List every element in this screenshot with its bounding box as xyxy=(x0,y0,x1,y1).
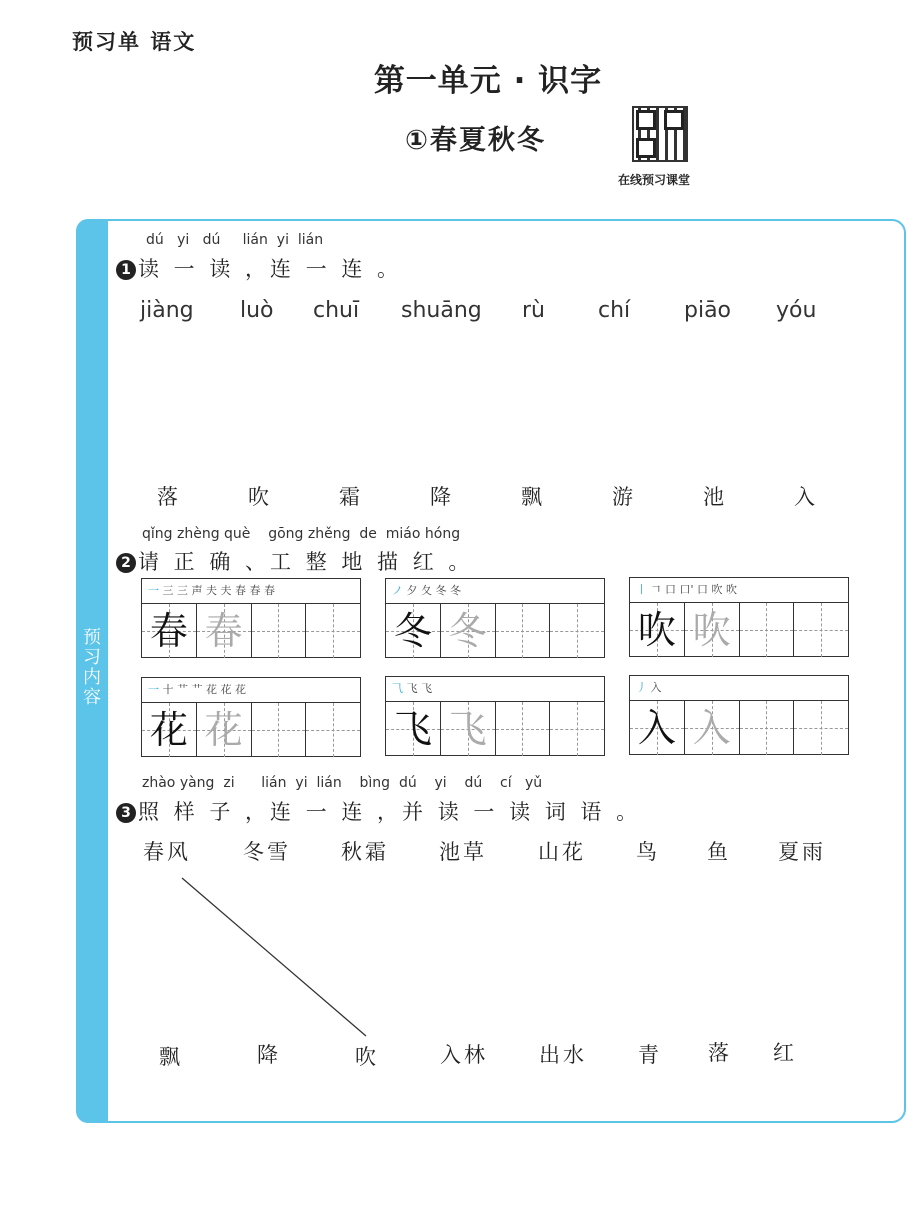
top-word[interactable]: 春风 xyxy=(143,840,191,864)
top-word[interactable]: 鱼 xyxy=(707,840,731,864)
top-word[interactable]: 鸟 xyxy=(636,840,660,864)
sidebar-label: 预习内容 xyxy=(83,627,101,708)
stroke-order: 一 三 三 声 夫 夫 春 春 春 xyxy=(142,579,360,604)
top-word[interactable]: 山花 xyxy=(538,840,586,864)
bottom-word[interactable]: 吹 xyxy=(355,1045,379,1069)
q3-text: 照 样 子 ，连 一 连 ，并 读 一 读 词 语 。 xyxy=(138,800,642,824)
example-cell: 吹 xyxy=(630,603,685,657)
top-word[interactable]: 夏雨 xyxy=(778,840,826,864)
q2-pinyin: qǐng zhèng què gōng zhěng de miáo hóng xyxy=(142,526,461,542)
pinyin-item[interactable]: shuāng xyxy=(401,298,482,323)
pinyin-item[interactable]: rù xyxy=(522,298,545,323)
hanzi-item[interactable]: 池 xyxy=(703,485,724,509)
bottom-word[interactable]: 飘 xyxy=(159,1045,183,1069)
bottom-word[interactable]: 出水 xyxy=(539,1043,587,1067)
bottom-word[interactable]: 青 xyxy=(638,1043,662,1067)
trace-cell[interactable]: 春 xyxy=(197,604,252,658)
stroke-order: ⺄ 飞 飞 xyxy=(386,677,604,702)
top-word[interactable]: 秋霜 xyxy=(341,840,389,864)
example-cell: 入 xyxy=(630,701,685,755)
q1-text: 读 一 读 ，连 一 连 。 xyxy=(138,257,403,281)
hanzi-item[interactable]: 降 xyxy=(430,485,451,509)
q2-number: 2 xyxy=(116,553,136,573)
q1-pinyin: dú yi dú lián yi lián xyxy=(146,232,324,248)
example-cell: 春 xyxy=(142,604,197,658)
q1-number: 1 xyxy=(116,260,136,280)
trace-cell[interactable]: 花 xyxy=(197,703,252,757)
example-cell: 冬 xyxy=(386,604,441,658)
q3-number: 3 xyxy=(116,803,136,823)
hanzi-item[interactable]: 游 xyxy=(612,485,633,509)
stroke-order: 丨 𠃍 口 口' 口 吹 吹 xyxy=(630,578,848,603)
bottom-word[interactable]: 红 xyxy=(773,1041,797,1065)
hanzi-item[interactable]: 霜 xyxy=(339,485,360,509)
lesson-title: ①春夏秋冬 xyxy=(405,125,546,156)
trace-cell[interactable]: 入 xyxy=(685,701,740,755)
stroke-order: 一 十 艹 艹 花 花 花 xyxy=(142,678,360,703)
bottom-word[interactable]: 落 xyxy=(708,1041,732,1065)
hanzi-item[interactable]: 入 xyxy=(794,485,815,509)
q3-pinyin: zhào yàng zi lián yi lián bìng dú yi dú cí yǔ xyxy=(142,775,543,791)
top-word[interactable]: 冬雪 xyxy=(243,840,291,864)
example-cell: 花 xyxy=(142,703,197,757)
top-word[interactable]: 池草 xyxy=(439,840,487,864)
bottom-word[interactable]: 降 xyxy=(257,1043,281,1067)
qr-label: 在线预习课堂 xyxy=(618,173,691,187)
trace-cell[interactable]: 飞 xyxy=(441,702,496,756)
bottom-word[interactable]: 入林 xyxy=(440,1043,488,1067)
hanzi-item[interactable]: 吹 xyxy=(248,485,269,509)
pinyin-item[interactable]: jiàng xyxy=(140,298,194,323)
stroke-order: 丿 入 xyxy=(630,676,848,701)
hanzi-item[interactable]: 落 xyxy=(157,485,178,509)
trace-cell[interactable]: 冬 xyxy=(441,604,496,658)
pinyin-item[interactable]: luò xyxy=(240,298,274,323)
pinyin-item[interactable]: yóu xyxy=(776,298,817,323)
example-cell: 飞 xyxy=(386,702,441,756)
trace-cell[interactable]: 吹 xyxy=(685,603,740,657)
pinyin-item[interactable]: chí xyxy=(598,298,631,323)
q2-text: 请 正 确 、工 整 地 描 红 。 xyxy=(138,550,474,574)
hanzi-item[interactable]: 飘 xyxy=(521,485,542,509)
stroke-order: ノ 夕 夂 冬 冬 xyxy=(386,579,604,604)
pinyin-item[interactable]: chuī xyxy=(313,298,360,323)
pinyin-item[interactable]: piāo xyxy=(684,298,732,323)
unit-title: 第一单元 · 识字 xyxy=(373,63,603,99)
book-label: 预习单 语文 xyxy=(72,30,197,54)
